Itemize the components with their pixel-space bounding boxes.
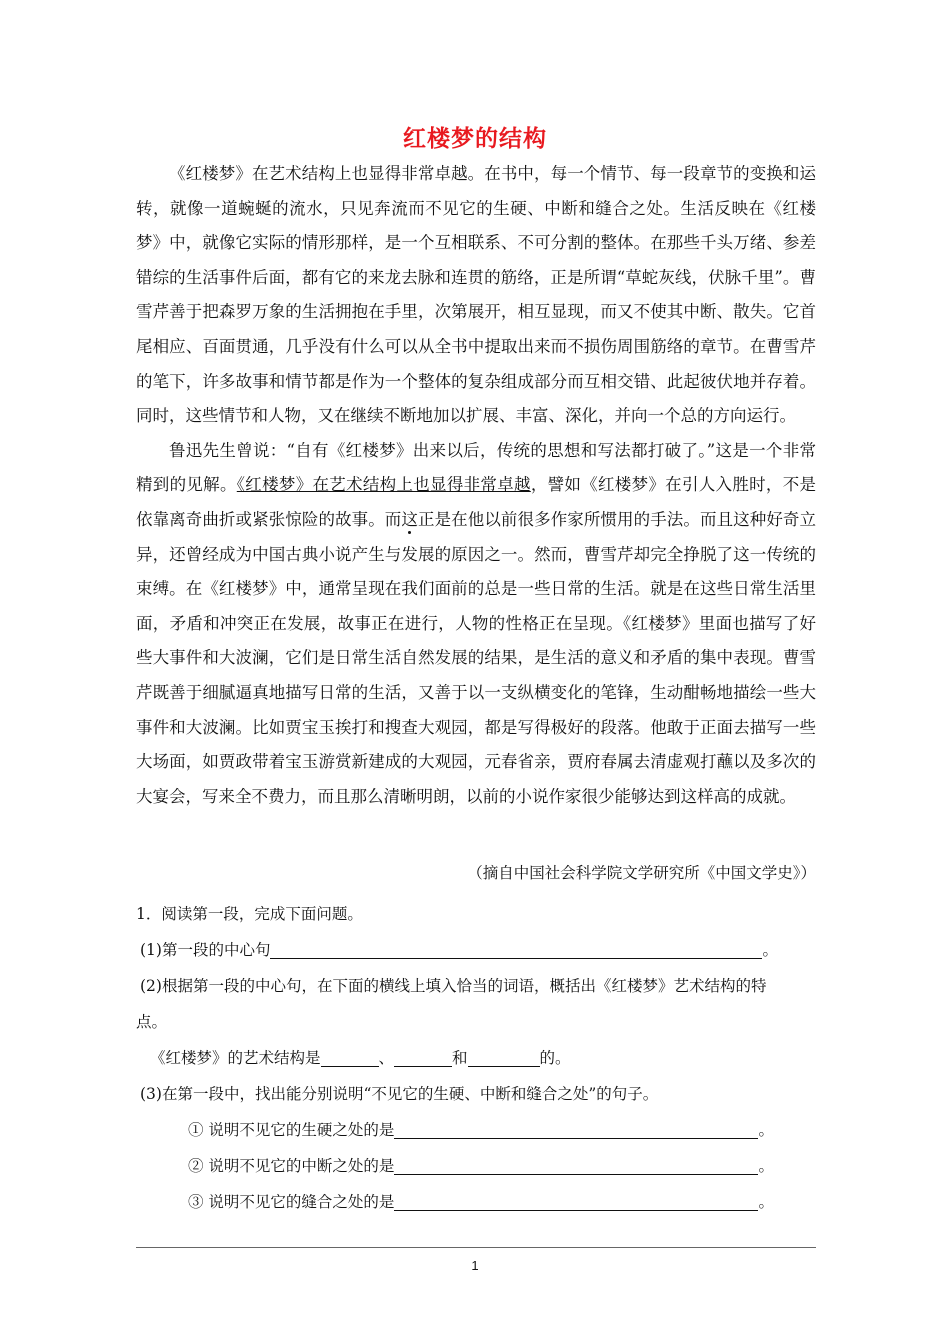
fill-in-line [136, 1040, 816, 1076]
answer-blank-2[interactable] [394, 1044, 452, 1067]
question-1-2-line1 [136, 968, 816, 1004]
answer-blank-sub-2[interactable] [394, 1152, 758, 1175]
sub-question-1-text: ① 说明不见它的生硬之处的是 [188, 1121, 395, 1139]
underlined-sentence: 《红楼梦》在艺术结构上也显得非常卓越 [236, 475, 531, 495]
question-1-1-text: (1)第一段的中心句 [140, 941, 271, 959]
sub-question-2-text: ② 说明不见它的中断之处的是 [188, 1157, 395, 1175]
sub-question-1 [136, 1112, 816, 1148]
paragraph-2-part-c: 正是在他以前很多作家所惯用的手法。而且这种好奇立异，还曾经成为中国古典小说产生与发展的原因之一。然而，曹雪芹却完全挣脱了这一传统的束缚。在《红楼梦》中，通常呈现在我们面前的总是一些日常的生活。就是在这些日常生活里面，矛盾和冲突正在发展，故事正在进行，人物的性格正在呈现。《红楼梦》里面也描写了好些大事件和大波澜，它们是日常生活自然发展的结果，是生活的意义和矛盾的集中表现。曹雪芹既善于细腻逼真地描写日常的生活，又善于以一支纵横变化的笔锋，生动酣畅地描绘一些大事件和大波澜。比如贾宝玉挨打和搜查大观园，都是写得极好的段落。他敢于正面去描写一些大场面，如贾政带着宝玉游赏新建成的大观园，元春省亲，贾府春属去清虚观打蘸以及多次的大宴会，写来全不费力，而且那么清晰明朗，以前的小说作家很少能够达到这样高的成就。 [136, 509, 817, 806]
period: 。 [758, 1157, 774, 1175]
period: 。 [758, 1121, 774, 1139]
footer-rule [136, 1247, 816, 1248]
question-1-1 [136, 932, 816, 968]
paragraph-1: 《红楼梦》在艺术结构上也显得非常卓越。在书中，每一个情节、每一段章节的变换和运转，就像一道蜿蜒的流水，只见奔流而不见它的生硬、中断和缝合之处。生活反映在《红楼梦》中，就像它实际的情形那样，是一个互相联系、不可分割的整体。在那些千头万绪、参差错综的生活事件后面，都有它的来龙去脉和连贯的筋络，正是所谓“草蛇灰线，伏脉千里”。曹雪芹善于把森罗万象的生活拥抱在手里，次第展开，相互显现，而又不使其中断、散失。它首尾相应、百面贯通，几乎没有什么可以从全书中提取出来而不损伤周围筋络的章节。在曹雪芹的笔下，许多故事和情节都是作为一个整体的复杂组成部分而互相交错、此起彼伏地并存着。同时，这些情节和人物，又在继续不断地加以扩展、丰富、深化，并向一个总的方向运行。 [136, 164, 816, 426]
period: 。 [758, 1193, 774, 1211]
answer-blank-sub-3[interactable] [394, 1188, 758, 1211]
paragraph-2 [136, 434, 816, 815]
question-1-3 [136, 1076, 816, 1112]
source-citation: （摘自中国社会科学院文学研究所《中国文学史》） [467, 864, 816, 882]
page-title: 红楼梦的结构 [403, 126, 547, 152]
question-1-2-line2 [136, 1004, 816, 1040]
question-1-3-text: (3)在第一段中，找出能分别说明“不见它的生硬、中断和缝合之处”的句子。 [140, 1085, 659, 1103]
question-1-2-text-cont: 点。 [136, 1013, 168, 1031]
question-1-text: 1．阅读第一段，完成下面问题。 [136, 905, 363, 923]
sub-question-3 [136, 1184, 816, 1220]
answer-blank-sub-1[interactable] [394, 1116, 758, 1139]
fill-sep-1: 、 [378, 1049, 395, 1067]
question-section [136, 896, 816, 1220]
question-1 [136, 896, 816, 932]
answer-blank-1[interactable] [321, 1044, 379, 1067]
fill-sep-2: 和 [452, 1049, 468, 1067]
answer-blank-1-1[interactable] [270, 936, 762, 959]
fill-end: 的。 [539, 1049, 571, 1067]
emphasis-dot-char: 这 [401, 509, 418, 529]
article-body [136, 157, 816, 814]
question-1-2-text: (2)根据第一段的中心句，在下面的横线上填入恰当的词语，概括出《红楼梦》艺术结构的特 [140, 977, 767, 995]
paragraph-2-part-a: 鲁迅先生曾说：“自有《红楼梦》出来以后，传统的思想和写法都打破了。”这是一个非常精到的见解。 [136, 440, 816, 495]
fill-prefix: 《红楼梦》的艺术结构是 [150, 1049, 321, 1067]
page-number: 1 [471, 1258, 479, 1273]
sub-question-3-text: ③ 说明不见它的缝合之处的是 [188, 1193, 395, 1211]
period: 。 [762, 941, 778, 959]
sub-question-2 [136, 1148, 816, 1184]
paragraph-2-part-b: ，譬如《红楼梦》在引人入胜时，不是依靠离奇曲折或紧张惊险的故事。而 [136, 475, 817, 529]
answer-blank-3[interactable] [468, 1044, 540, 1067]
